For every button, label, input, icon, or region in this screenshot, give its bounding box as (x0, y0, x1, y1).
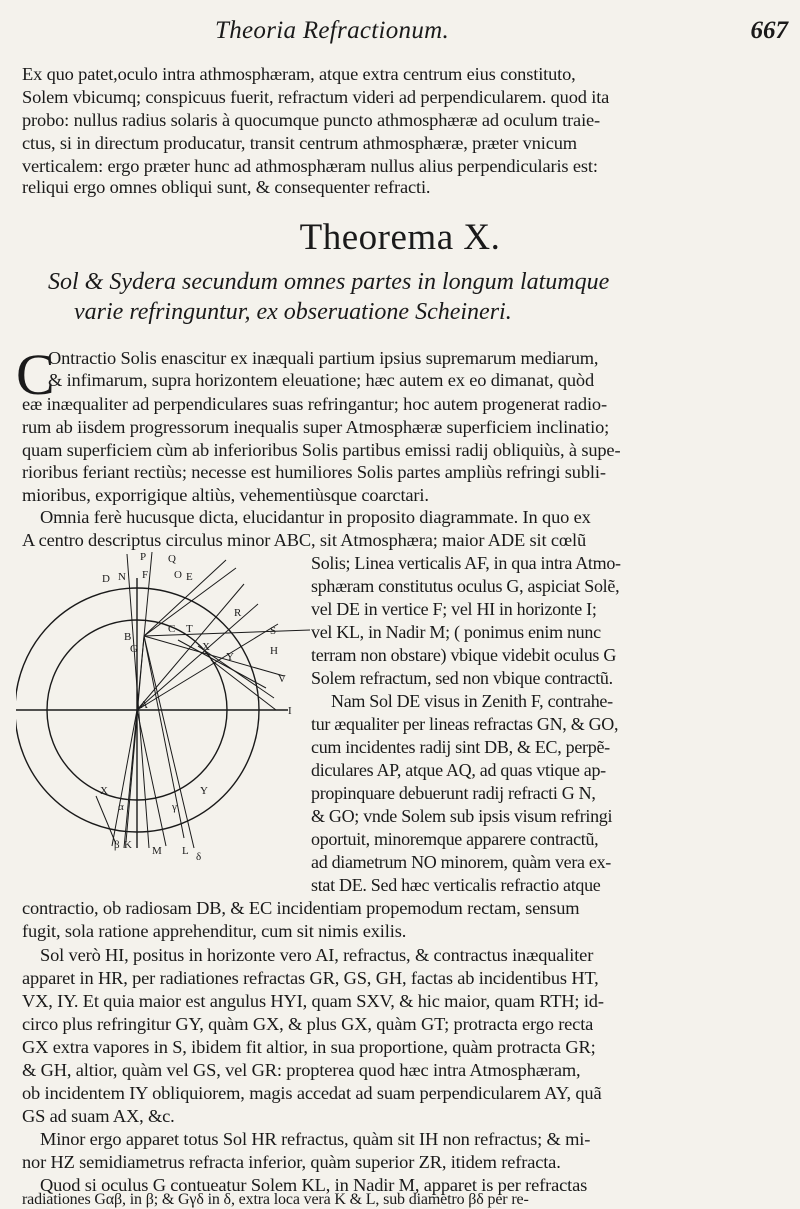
diagram-label: O (174, 569, 182, 581)
side-line: stat DE. Sed hæc verticalis refractio atque (311, 875, 601, 895)
diagram-label: M (152, 845, 162, 857)
body-line: & GH, altior, quàm vel GS, vel GR: propterea quod hæc intra Atmosphæram, (22, 1060, 581, 1080)
diagram-label: V (278, 673, 286, 685)
body-line: Sol verò HI, positus in horizonte vero AI, refractus, & contractus inæqualiter (40, 945, 594, 965)
body-line: radiationes Gαβ, in β; & Gγδ in δ, extra loca vera K & L, sub diametro βδ per re- (22, 1191, 529, 1208)
diagram-label: X (202, 641, 210, 653)
diagram-label: K (124, 839, 132, 851)
body-line: & infimarum, supra horizontem eleuatione; hæc autem ex eo dimanat, quòd (48, 370, 595, 390)
body-line: A centro descriptus circulus minor ABC, sit Atmosphæra; maior ADE sit cœlũ (22, 530, 587, 550)
diagram-label: A (140, 699, 148, 711)
diagram-label: L (182, 845, 189, 857)
intro-line: probo: nullus radius solaris à quocumque puncto athmosphæræ ad oculum traie- (22, 110, 601, 130)
diagram-label: X (100, 785, 108, 797)
drop-cap: C (16, 342, 55, 407)
intro-line: Ex quo patet,oculo intra athmosphæram, atque extra centrum eius constituto, (22, 64, 576, 84)
side-line: tur æqualiter per lineas refractas GN, & GO, (311, 714, 619, 734)
body-line: GX extra vapores in S, ibidem fit altior, in sua proportione, quàm protracta GR; (22, 1037, 596, 1057)
body-line: ob incidentem IY obliquiorem, magis accedat ad suam perpendicularem AY, quã (22, 1083, 602, 1103)
diagram-label: R (234, 607, 242, 619)
side-line: diculares AP, atque AQ, ad quas vtique ap- (311, 760, 606, 780)
side-line: ad diametrum NO minorem, quàm vera ex- (311, 852, 611, 872)
diagram-label: δ (196, 851, 202, 863)
body-line: fugit, sola ratione apprehenditur, cum sit nimis exilis. (22, 921, 407, 941)
body-line: VX, IY. Et quia maior est angulus HYI, quam SXV, & hic maior, quam RTH; id- (22, 991, 604, 1011)
body-line: nor HZ semidiametrus refracta inferior, quàm superior ZR, itidem refracta. (22, 1152, 561, 1172)
diagram-label: F (142, 569, 149, 581)
side-line: cum incidentes radij sint DB, & EC, perpẽ- (311, 737, 610, 757)
side-line: oportuit, minoremque apparere contractũ, (311, 829, 599, 849)
side-line: terram non obstare) vbique videbit oculus G (311, 645, 617, 665)
running-head (0, 14, 800, 48)
side-line: vel KL, in Nadir M; ( ponimus enim nunc (311, 622, 601, 642)
diagram-label: α (118, 801, 124, 813)
page-number: 667 (750, 17, 788, 44)
intro-line: Solem vbicumq; conspicuus fuerit, refractum videri ad perpendicularem. quod ita (22, 87, 610, 107)
running-head-title: Theoria Refractionum. (215, 17, 450, 44)
body-line: mioribus, exporrigique altiùs, vehementiùsque coarctari. (22, 485, 429, 505)
diagram-label: B (124, 631, 132, 643)
body-line: quam superficiem cùm ab inferioribus Solis partibus emissi radij obliquiùs, à supe- (22, 440, 621, 460)
side-line: Solis; Linea verticalis AF, in qua intra Atmo- (311, 553, 621, 573)
diagram-label: D (102, 573, 110, 585)
side-line: propinquare debuerunt radij refracti G N, (311, 783, 596, 803)
theorem-statement-line: Sol & Sydera secundum omnes partes in longum latumque (48, 269, 610, 295)
body-line: Ontractio Solis enascitur ex inæquali partium ipsius supremarum mediarum, (48, 348, 599, 368)
theorem-heading: Theorema X. (299, 217, 501, 258)
side-line: Nam Sol DE visus in Zenith F, contrahe- (331, 691, 613, 711)
body-line: Minor ergo apparet totus Sol HR refractus, quàm sit IH non refractus; & mi- (40, 1129, 591, 1149)
body-line: eæ inæqualiter ad perpendiculares suas refringantur; hoc autem progenerat radio- (22, 394, 607, 414)
diagram-label: T (186, 623, 193, 635)
diagram-label: β (114, 839, 120, 851)
diagram-label: Y (200, 785, 208, 797)
intro-line: verticalem: ergo præter hunc ad athmosphæram nullus alius perpendicularis est: (22, 156, 598, 176)
side-line: sphæram constitutus oculus G, aspiciat Solẽ, (311, 576, 620, 596)
diagram-label: G (130, 643, 138, 655)
diagram-label: Y (226, 651, 234, 663)
body-line: GS ad suam AX, &c. (22, 1106, 175, 1126)
side-line: vel DE in vertice F; vel HI in horizonte I; (311, 599, 597, 619)
diagram-label: C (168, 623, 176, 635)
body-line: contractio, ob radiosam DB, & EC incidentiam propemodum rectam, sensum (22, 898, 580, 918)
intro-line: reliqui ergo omnes obliqui sunt, & consequenter refracti. (22, 177, 431, 197)
body-line: Omnia ferè hucusque dicta, elucidantur in proposito diagrammate. In quo ex (40, 507, 591, 527)
body-line: apparet in HR, per radiationes refractas GR, GS, GH, factas ab incidentibus HT, (22, 968, 599, 988)
side-line: & GO; vnde Solem sub ipsis visum refringi (311, 806, 613, 826)
diagram-label: Q (168, 553, 176, 565)
diagram-label: N (118, 571, 126, 583)
refraction-diagram (16, 548, 314, 864)
diagram-label: E (186, 571, 193, 583)
intro-line: ctus, si in directum producatur, transit centrum athmosphæræ, præter vnicum (22, 133, 577, 153)
body-line: Quod si oculus G contueatur Solem KL, in Nadir M, apparet is per refractas (40, 1175, 588, 1195)
body-line: circo plus refringitur GY, quàm GX, & plus GX, quàm GT; protracta ergo recta (22, 1014, 594, 1034)
body-line: rum ab iisdem progressorum inequalis super Atmosphæræ superficiem inclinatio; (22, 417, 610, 437)
diagram-label: S (270, 625, 277, 637)
diagram-label: γ (172, 801, 177, 813)
side-line: Solem refractum, sed non vbique contractũ. (311, 668, 613, 688)
diagram-label: H (270, 645, 278, 657)
theorem-statement-line: varie refringuntur, ex obseruatione Scheineri. (74, 299, 512, 325)
body-line: rioribus feriant rectiùs; necesse est humiliores Solis partes ampliùs refringi subli- (22, 462, 606, 482)
diagram-label: I (288, 705, 292, 717)
diagram-label: P (140, 551, 147, 563)
